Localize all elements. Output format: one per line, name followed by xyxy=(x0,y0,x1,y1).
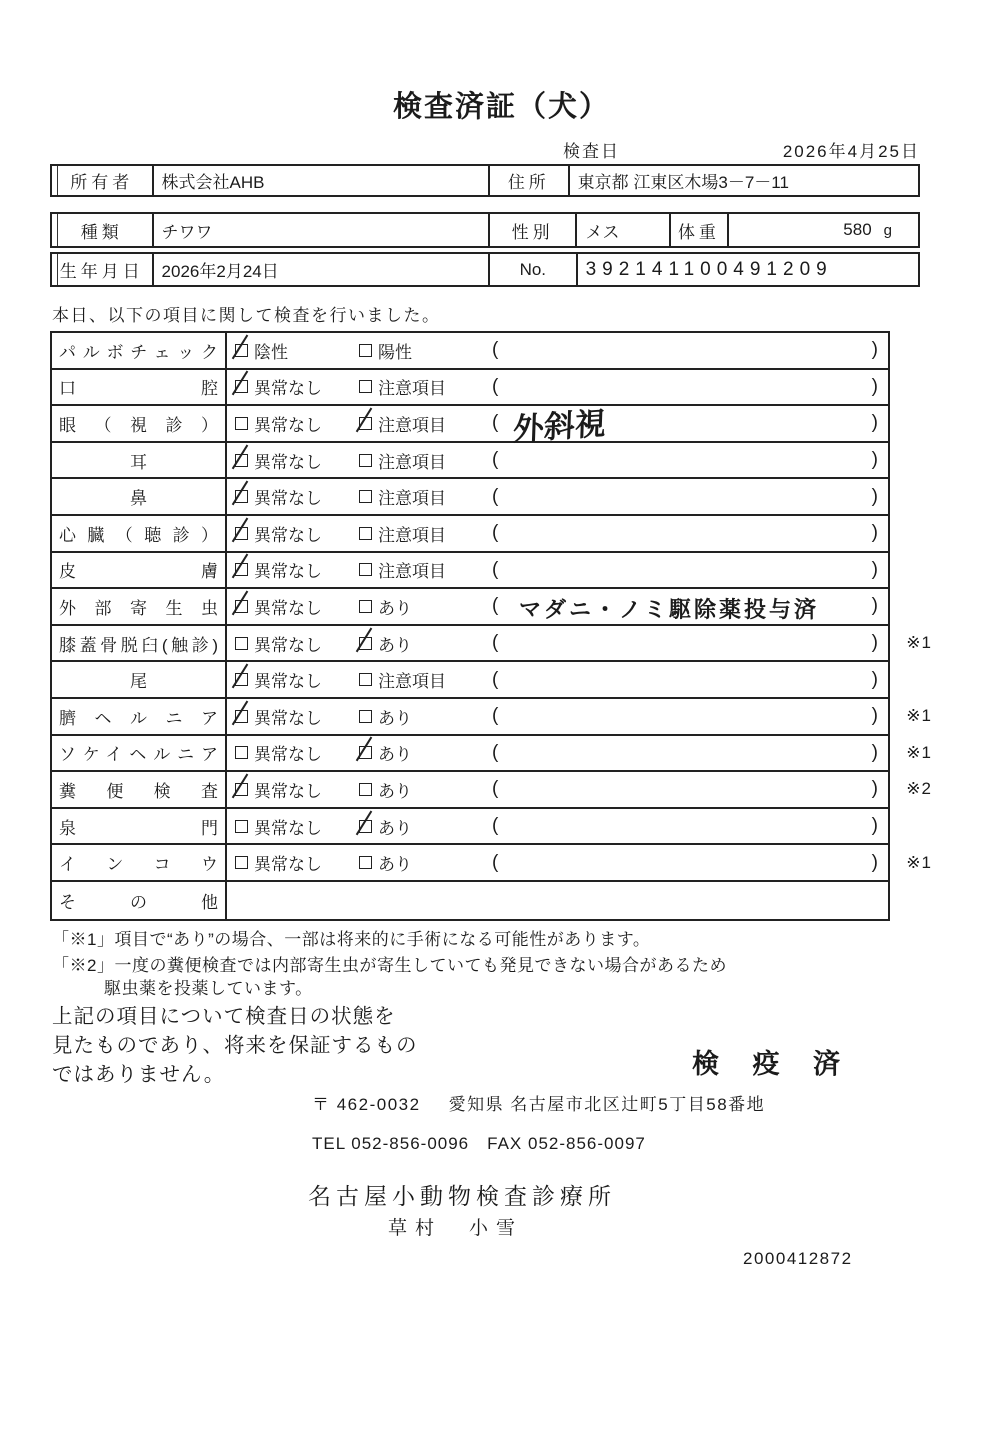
item-name xyxy=(52,662,227,697)
paren-open: ( xyxy=(492,851,499,873)
option-label: 異常なし xyxy=(254,525,322,545)
paren-open: ( xyxy=(492,485,499,507)
item-name-text: 眼（視診） xyxy=(59,415,218,435)
weight-label-text: 体重 xyxy=(677,222,720,242)
item-result xyxy=(227,736,888,771)
item-name-text: 外部寄生虫 xyxy=(59,598,218,618)
option-label: あり xyxy=(378,781,412,801)
postal-code: 〒 462-0032 xyxy=(312,1095,421,1114)
disclaimer-line-2: 見たものであり、将来を保証するもの xyxy=(52,1034,418,1057)
sex-value-text: メス xyxy=(585,222,620,242)
result-option xyxy=(235,850,359,875)
address-label-text: 住所 xyxy=(507,173,550,192)
species-label xyxy=(52,214,154,246)
paren-open: ( xyxy=(492,668,499,690)
clinic-address: 愛知県 名古屋市北区辻町5丁目58番地 xyxy=(448,1095,766,1114)
item-name-text: ソケイヘルニア xyxy=(59,745,218,765)
result-option xyxy=(235,448,359,473)
option-label: あり xyxy=(378,818,412,838)
option-label: あり xyxy=(378,855,412,875)
option-label: あり xyxy=(378,745,412,765)
item-name-text: パルボチェック xyxy=(59,342,218,362)
inspection-date-value: 2026年4月25日 xyxy=(782,142,920,161)
sex-label-text: 性別 xyxy=(511,222,554,242)
option-label: 異常なし xyxy=(254,672,322,692)
checkbox-empty-icon xyxy=(359,673,372,686)
paren-open: ( xyxy=(492,632,499,654)
inspection-row xyxy=(52,809,888,846)
birthdate-label xyxy=(52,254,154,285)
paren-open: ( xyxy=(492,705,499,727)
result-option xyxy=(359,594,412,619)
result-option xyxy=(359,484,446,509)
paren-close: ) xyxy=(871,412,878,434)
result-option xyxy=(235,521,359,546)
weight-unit: g xyxy=(883,221,892,239)
checkbox-checked-icon xyxy=(359,417,372,430)
item-name xyxy=(52,589,227,624)
result-option xyxy=(359,850,412,875)
owner-value xyxy=(154,166,490,195)
option-label: 注意項目 xyxy=(378,562,446,582)
item-result xyxy=(227,516,888,551)
item-name-text: インコウ xyxy=(59,855,218,875)
item-name xyxy=(52,406,227,441)
checkbox-empty-icon xyxy=(359,563,372,576)
item-name-text: 耳 xyxy=(130,452,147,472)
item-name-text: その他 xyxy=(59,892,218,912)
item-name xyxy=(52,553,227,588)
item-name-text: 皮膚 xyxy=(59,562,218,582)
address-value xyxy=(570,166,918,195)
row-reference-mark: ※2 xyxy=(906,779,932,799)
paren-close: ) xyxy=(871,778,878,800)
item-name-text: 心臓（聴診） xyxy=(59,525,218,545)
option-label: 陰性 xyxy=(254,342,288,362)
row-reference-mark: ※1 xyxy=(906,742,932,762)
paren-close: ) xyxy=(871,522,878,544)
item-name-text: 泉門 xyxy=(59,818,218,838)
note-text: マダニ・ノミ駆除薬投与済 xyxy=(519,597,820,623)
checkbox-empty-icon xyxy=(359,380,372,393)
checkbox-checked-icon xyxy=(235,600,248,613)
option-label: 異常なし xyxy=(254,781,322,801)
option-label: 注意項目 xyxy=(378,672,446,692)
item-name-text: 口腔 xyxy=(59,379,218,399)
birthdate-value-text: 2026年2月24日 xyxy=(161,262,279,281)
checkbox-checked-icon xyxy=(359,637,372,650)
checkbox-empty-icon xyxy=(359,490,372,503)
clinic-address-line xyxy=(312,1090,765,1115)
item-result xyxy=(227,589,888,624)
item-result xyxy=(227,405,888,448)
row-reference-mark: ※1 xyxy=(906,633,932,653)
option-label: あり xyxy=(378,598,412,618)
checkbox-empty-icon xyxy=(359,783,372,796)
item-name-text: 尾 xyxy=(130,672,147,692)
paren-open: ( xyxy=(492,778,499,800)
checkbox-empty-icon xyxy=(359,600,372,613)
checkbox-empty-icon xyxy=(235,637,248,650)
checkbox-checked-icon xyxy=(359,820,372,833)
paren-close: ) xyxy=(871,741,878,763)
owner-label xyxy=(52,166,154,195)
result-option xyxy=(235,411,359,436)
inspection-row xyxy=(52,736,932,773)
result-option xyxy=(359,740,412,765)
checkbox-empty-icon xyxy=(235,417,248,430)
option-label: 異常なし xyxy=(254,379,322,399)
checkbox-checked-icon xyxy=(235,710,248,723)
checkbox-checked-icon xyxy=(235,527,248,540)
item-result xyxy=(227,662,888,697)
footnote-2: 「※2」一度の糞便検査では内部寄生虫が寄生していても発見できない場合があるため xyxy=(52,956,727,975)
item-name-text: 糞便検査 xyxy=(59,781,218,801)
certificate-no-value xyxy=(578,254,918,285)
inspection-row xyxy=(52,553,888,590)
certificate-no-label-text: No. xyxy=(519,259,547,279)
paren-close: ) xyxy=(871,705,878,727)
item-name xyxy=(52,809,227,844)
item-result xyxy=(227,809,888,844)
quarantine-stamp: 検 疫 済 xyxy=(692,1049,854,1079)
item-name-text: 臍ヘルニア xyxy=(59,708,218,728)
certificate-no-value-text: 392141100491209 xyxy=(585,258,833,280)
item-name xyxy=(52,443,227,478)
paren-close: ) xyxy=(871,668,878,690)
inspection-row xyxy=(52,882,888,919)
option-label: 注意項目 xyxy=(378,489,446,509)
birth-no-table xyxy=(50,252,920,287)
species-label-text: 種類 xyxy=(80,222,123,242)
item-name xyxy=(52,699,227,734)
item-name xyxy=(52,626,227,661)
weight-value: 580 xyxy=(843,220,872,239)
result-option xyxy=(235,631,359,656)
inspection-row xyxy=(52,772,932,809)
birthdate-label-text: 生年月日 xyxy=(59,262,144,281)
inspection-row xyxy=(52,845,932,882)
result-option xyxy=(359,448,446,473)
checkbox-checked-icon xyxy=(235,490,248,503)
inspection-date-label: 検査日 xyxy=(563,142,620,161)
inspection-row xyxy=(52,662,888,699)
birthdate-value xyxy=(154,254,490,285)
address-value-text: 東京都 江東区木場3－7－11 xyxy=(577,173,789,192)
result-option xyxy=(235,667,359,692)
checkbox-empty-icon xyxy=(235,746,248,759)
row-reference-mark: ※1 xyxy=(906,852,932,872)
option-label: 異常なし xyxy=(254,562,322,582)
paren-open: ( xyxy=(492,375,499,397)
inspection-row xyxy=(52,516,888,553)
footnote-1: 「※1」項目で“あり”の場合、一部は将来的に手術になる可能性があります。 xyxy=(52,930,651,949)
result-option xyxy=(235,557,359,582)
result-option xyxy=(235,777,359,802)
weight-value-cell xyxy=(729,214,918,246)
checkbox-checked-icon xyxy=(359,746,372,759)
result-option xyxy=(235,740,359,765)
item-name xyxy=(52,479,227,514)
examiner-name: 草村 小雪 xyxy=(388,1218,524,1239)
option-label: 異常なし xyxy=(254,818,322,838)
option-label: 陽性 xyxy=(378,342,412,362)
row-reference-mark: ※1 xyxy=(906,706,932,726)
item-result xyxy=(227,333,888,368)
option-label: 異常なし xyxy=(254,855,322,875)
item-name xyxy=(52,845,227,880)
paren-open: ( xyxy=(492,339,499,361)
item-name xyxy=(52,333,227,368)
paren-close: ) xyxy=(871,632,878,654)
result-option xyxy=(235,338,359,363)
item-name xyxy=(52,736,227,771)
inspection-row xyxy=(52,443,888,480)
paren-close: ) xyxy=(871,449,878,471)
option-label: 異常なし xyxy=(254,745,322,765)
item-result xyxy=(227,553,888,588)
result-option xyxy=(359,338,412,363)
item-result xyxy=(227,370,888,405)
checkbox-empty-icon xyxy=(235,856,248,869)
checkbox-empty-icon xyxy=(359,856,372,869)
result-option xyxy=(359,814,412,839)
result-option xyxy=(235,704,359,729)
item-result xyxy=(227,772,888,807)
item-name xyxy=(52,882,227,919)
sex-label xyxy=(490,214,578,246)
item-name-text: 鼻 xyxy=(130,489,147,509)
pet-info-table xyxy=(50,212,920,248)
serial-number: 2000412872 xyxy=(743,1249,853,1268)
checkbox-checked-icon xyxy=(235,563,248,576)
checkbox-empty-icon xyxy=(359,344,372,357)
option-label: あり xyxy=(378,708,412,728)
result-option xyxy=(359,411,446,436)
paren-close: ) xyxy=(871,851,878,873)
item-result xyxy=(227,845,888,880)
weight-label xyxy=(671,214,729,246)
item-result xyxy=(227,443,888,478)
option-label: 注意項目 xyxy=(378,452,446,472)
sex-value xyxy=(577,214,671,246)
disclaimer xyxy=(52,1002,418,1089)
paren-open: ( xyxy=(492,595,499,617)
item-result xyxy=(227,882,888,919)
checkbox-empty-icon xyxy=(359,527,372,540)
result-option xyxy=(235,484,359,509)
clinic-name: 名古屋小動物検査診療所 xyxy=(308,1183,616,1209)
result-option xyxy=(235,374,359,399)
inspection-table xyxy=(50,331,932,921)
item-result xyxy=(227,626,888,661)
owner-table xyxy=(50,164,920,197)
checkbox-checked-icon xyxy=(235,380,248,393)
checkbox-empty-icon xyxy=(235,820,248,833)
option-label: 注意項目 xyxy=(378,525,446,545)
checkbox-empty-icon xyxy=(359,454,372,467)
paren-open: ( xyxy=(492,522,499,544)
option-label: 異常なし xyxy=(254,415,322,435)
disclaimer-line-1: 上記の項目について検査日の状態を xyxy=(52,1005,396,1028)
paren-close: ) xyxy=(871,485,878,507)
paren-open: ( xyxy=(492,741,499,763)
result-option xyxy=(359,631,412,656)
tel-fax-line: TEL 052-856-0096 FAX 052-856-0097 xyxy=(312,1134,646,1153)
paren-close: ) xyxy=(871,815,878,837)
option-label: 注意項目 xyxy=(378,379,446,399)
paren-open: ( xyxy=(492,449,499,471)
address-label xyxy=(490,166,570,195)
option-label: 異常なし xyxy=(254,489,322,509)
paren-close: ) xyxy=(871,375,878,397)
item-result xyxy=(227,699,888,734)
result-option xyxy=(235,594,359,619)
option-label: 異常なし xyxy=(254,452,322,472)
disclaimer-line-3: ではありません。 xyxy=(52,1063,226,1086)
inspection-row xyxy=(52,626,932,663)
option-label: あり xyxy=(378,635,412,655)
paren-close: ) xyxy=(871,595,878,617)
result-option xyxy=(359,777,412,802)
inspection-row xyxy=(52,370,888,407)
result-option xyxy=(359,521,446,546)
inspection-row xyxy=(52,333,888,370)
paren-open: ( xyxy=(492,558,499,580)
option-label: 異常なし xyxy=(254,635,322,655)
species-value xyxy=(154,214,490,246)
handwritten-note: 外斜視 xyxy=(512,405,607,448)
intro-text: 本日、以下の項目に関して検査を行いました。 xyxy=(52,306,441,325)
item-name xyxy=(52,772,227,807)
item-name xyxy=(52,516,227,551)
paren-close: ) xyxy=(871,339,878,361)
owner-label-text: 所有者 xyxy=(70,173,134,192)
option-label: 異常なし xyxy=(254,708,322,728)
inspection-row xyxy=(52,405,888,448)
owner-value-text: 株式会社AHB xyxy=(161,173,265,192)
result-option xyxy=(359,557,446,582)
result-option xyxy=(359,667,446,692)
checkbox-checked-icon xyxy=(235,783,248,796)
option-label: 異常なし xyxy=(254,598,322,618)
paren-open: ( xyxy=(492,815,499,837)
footnote-2-continued: 駆虫薬を投薬しています。 xyxy=(104,979,313,998)
inspection-row xyxy=(52,699,932,736)
paren-open: ( xyxy=(492,412,499,434)
species-value-text: チワワ xyxy=(161,222,213,242)
result-option xyxy=(235,814,359,839)
paren-close: ) xyxy=(871,558,878,580)
checkbox-checked-icon xyxy=(235,673,248,686)
result-option xyxy=(359,704,412,729)
page-title: 検査済証（犬） xyxy=(392,91,610,123)
option-label: 注意項目 xyxy=(378,415,446,435)
checkbox-empty-icon xyxy=(359,710,372,723)
item-name-text: 膝蓋骨脱臼(触診) xyxy=(59,635,218,655)
item-name xyxy=(52,370,227,405)
inspection-row xyxy=(52,479,888,516)
checkbox-checked-icon xyxy=(235,454,248,467)
inspection-row xyxy=(52,589,888,626)
item-result xyxy=(227,479,888,514)
certificate-no-label xyxy=(490,254,578,285)
checkbox-checked-icon xyxy=(235,344,248,357)
result-option xyxy=(359,374,446,399)
